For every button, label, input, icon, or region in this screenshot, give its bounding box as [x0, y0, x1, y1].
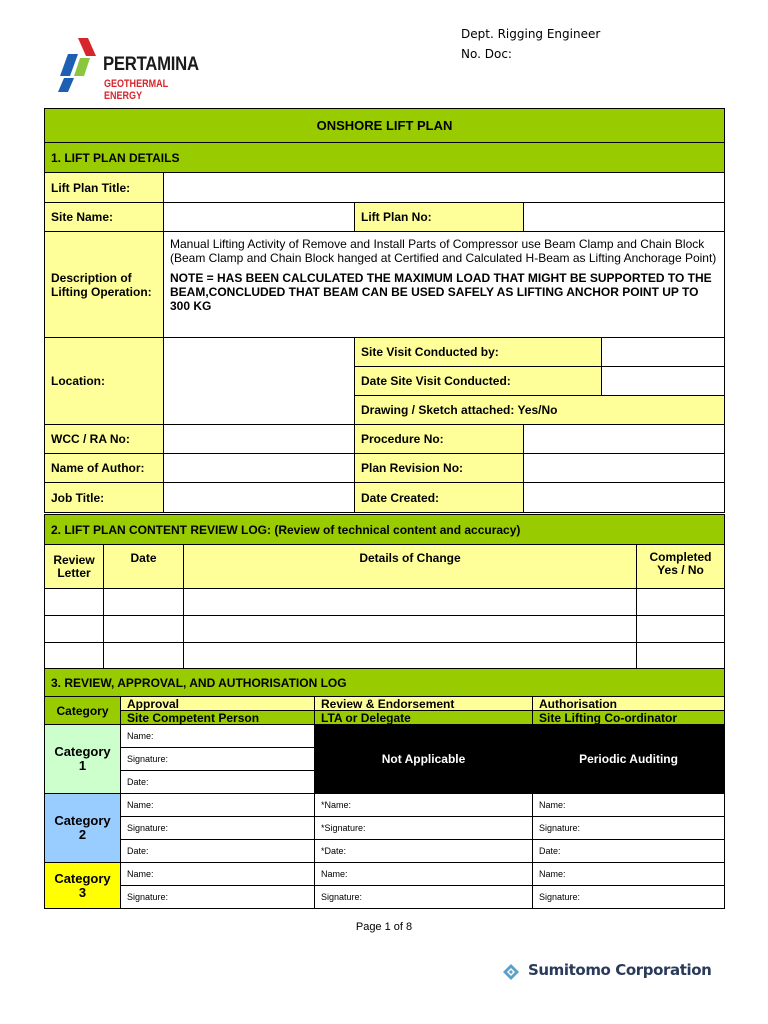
details-cell[interactable] [184, 643, 637, 670]
author-label: Name of Author: [45, 454, 164, 483]
cat3-authorisation-signature[interactable]: Signature: [533, 886, 725, 909]
completed-cell[interactable] [637, 616, 725, 643]
table-row [45, 643, 725, 670]
cat1-approval-signature[interactable]: Signature: [121, 748, 315, 771]
cat2-authorisation-date[interactable]: Date: [533, 840, 725, 863]
authorisation-log-table [44, 668, 725, 909]
procedure-field[interactable] [524, 425, 725, 454]
cat3-review-name[interactable]: Name: [315, 863, 533, 886]
company-name: Sumitomo Corporation [528, 961, 712, 979]
cat2-review-date[interactable]: *Date: [315, 840, 533, 863]
details-cell[interactable] [184, 589, 637, 616]
category-2-label: Category 2 [45, 794, 121, 863]
location-field[interactable] [164, 338, 355, 425]
lift-plan-title-label: Lift Plan Title: [45, 173, 164, 203]
job-title-label: Job Title: [45, 483, 164, 513]
site-visit-by-label: Site Visit Conducted by: [355, 338, 602, 367]
cat3-authorisation-name[interactable]: Name: [533, 863, 725, 886]
document-header-info [461, 24, 600, 64]
description-text: Manual Lifting Activity of Remove and Install Parts of Compressor use Beam Clamp and Chain Block (Beam Clamp and Chain Block hanged at Certified and Calculated H-Beam as Lifting Anchorage Point) [170, 237, 717, 265]
logo-subtitle: GEOTHERMAL ENERGY [104, 78, 168, 102]
cat2-authorisation-name[interactable]: Name: [533, 794, 725, 817]
site-visit-date-field[interactable] [602, 367, 725, 396]
col-details: Details of Change [184, 545, 637, 589]
location-label: Location: [45, 338, 164, 425]
pertamina-logo-icon [56, 36, 104, 96]
procedure-label: Procedure No: [355, 425, 524, 454]
col-date: Date [104, 545, 184, 589]
section2-heading: 2. LIFT PLAN CONTENT REVIEW LOG: (Review of technical content and accuracy) [45, 515, 725, 545]
author-field[interactable] [164, 454, 355, 483]
revision-field[interactable] [524, 454, 725, 483]
date-created-field[interactable] [524, 483, 725, 513]
review-letter-cell[interactable] [45, 643, 104, 670]
description-label: Description of Lifting Operation: [45, 232, 164, 338]
description-field[interactable] [164, 232, 725, 338]
page-number: Page 1 of 8 [355, 921, 413, 933]
cat1-approval-date[interactable]: Date: [121, 771, 315, 794]
cat2-approval-signature[interactable]: Signature: [121, 817, 315, 840]
lift-plan-details-table [44, 108, 725, 513]
doc-no-label: No. Doc: [461, 47, 512, 61]
col-review-letter: Review Letter [45, 545, 104, 589]
details-cell[interactable] [184, 616, 637, 643]
category-3-label: Category 3 [45, 863, 121, 909]
completed-cell[interactable] [637, 589, 725, 616]
site-visit-by-field[interactable] [602, 338, 725, 367]
cat2-approval-date[interactable]: Date: [121, 840, 315, 863]
dept-label: Dept. Rigging Engineer [461, 27, 601, 41]
section1-heading: 1. LIFT PLAN DETAILS [45, 143, 725, 173]
category-header: Category [45, 697, 121, 725]
drawing-label: Drawing / Sketch attached: Yes/No [355, 396, 725, 425]
logo-name: PERTAMINA [103, 54, 199, 75]
review-header: Review & Endorsement [315, 697, 533, 711]
lift-plan-no-label: Lift Plan No: [355, 203, 524, 232]
category-1-label: Category 1 [45, 725, 121, 794]
sumitomo-logo-icon [500, 961, 522, 983]
cat2-approval-name[interactable]: Name: [121, 794, 315, 817]
review-letter-cell[interactable] [45, 616, 104, 643]
review-letter-cell[interactable] [45, 589, 104, 616]
periodic-auditing-cell: Periodic Auditing [533, 725, 725, 794]
approval-subheader: Site Competent Person [121, 711, 315, 725]
table-row [45, 589, 725, 616]
lift-plan-no-field[interactable] [524, 203, 725, 232]
cat1-approval-name[interactable]: Name: [121, 725, 315, 748]
date-cell[interactable] [104, 643, 184, 670]
date-cell[interactable] [104, 589, 184, 616]
cat3-approval-name[interactable]: Name: [121, 863, 315, 886]
job-title-field[interactable] [164, 483, 355, 513]
site-name-field[interactable] [164, 203, 355, 232]
not-applicable-cell: Not Applicable [315, 725, 533, 794]
revision-label: Plan Revision No: [355, 454, 524, 483]
table-row [45, 616, 725, 643]
wcc-field[interactable] [164, 425, 355, 454]
cat3-approval-signature[interactable]: Signature: [121, 886, 315, 909]
cat3-review-signature[interactable]: Signature: [315, 886, 533, 909]
cat2-authorisation-signature[interactable]: Signature: [533, 817, 725, 840]
authorisation-subheader: Site Lifting Co-ordinator [533, 711, 725, 725]
authorisation-header: Authorisation [533, 697, 725, 711]
form-title: ONSHORE LIFT PLAN [45, 109, 725, 143]
lift-plan-title-field[interactable] [164, 173, 725, 203]
review-subheader: LTA or Delegate [315, 711, 533, 725]
date-created-label: Date Created: [355, 483, 524, 513]
pertamina-logo [56, 36, 206, 102]
cat2-review-name[interactable]: *Name: [315, 794, 533, 817]
cat2-review-signature[interactable]: *Signature: [315, 817, 533, 840]
site-visit-date-label: Date Site Visit Conducted: [355, 367, 602, 396]
wcc-label: WCC / RA No: [45, 425, 164, 454]
date-cell[interactable] [104, 616, 184, 643]
note-text: NOTE = HAS BEEN CALCULATED THE MAXIMUM LOAD THAT MIGHT BE SUPPORTED TO THE BEAM,CONCLUDED THAT BEAM CAN BE USED SAFELY AS LIFTING ANCHOR POINT UP TO 300 KG [170, 271, 712, 313]
site-name-label: Site Name: [45, 203, 164, 232]
completed-cell[interactable] [637, 643, 725, 670]
review-log-table [44, 514, 725, 670]
section3-heading: 3. REVIEW, APPROVAL, AND AUTHORISATION LOG [45, 669, 725, 697]
approval-header: Approval [121, 697, 315, 711]
col-completed: Completed Yes / No [637, 545, 725, 589]
